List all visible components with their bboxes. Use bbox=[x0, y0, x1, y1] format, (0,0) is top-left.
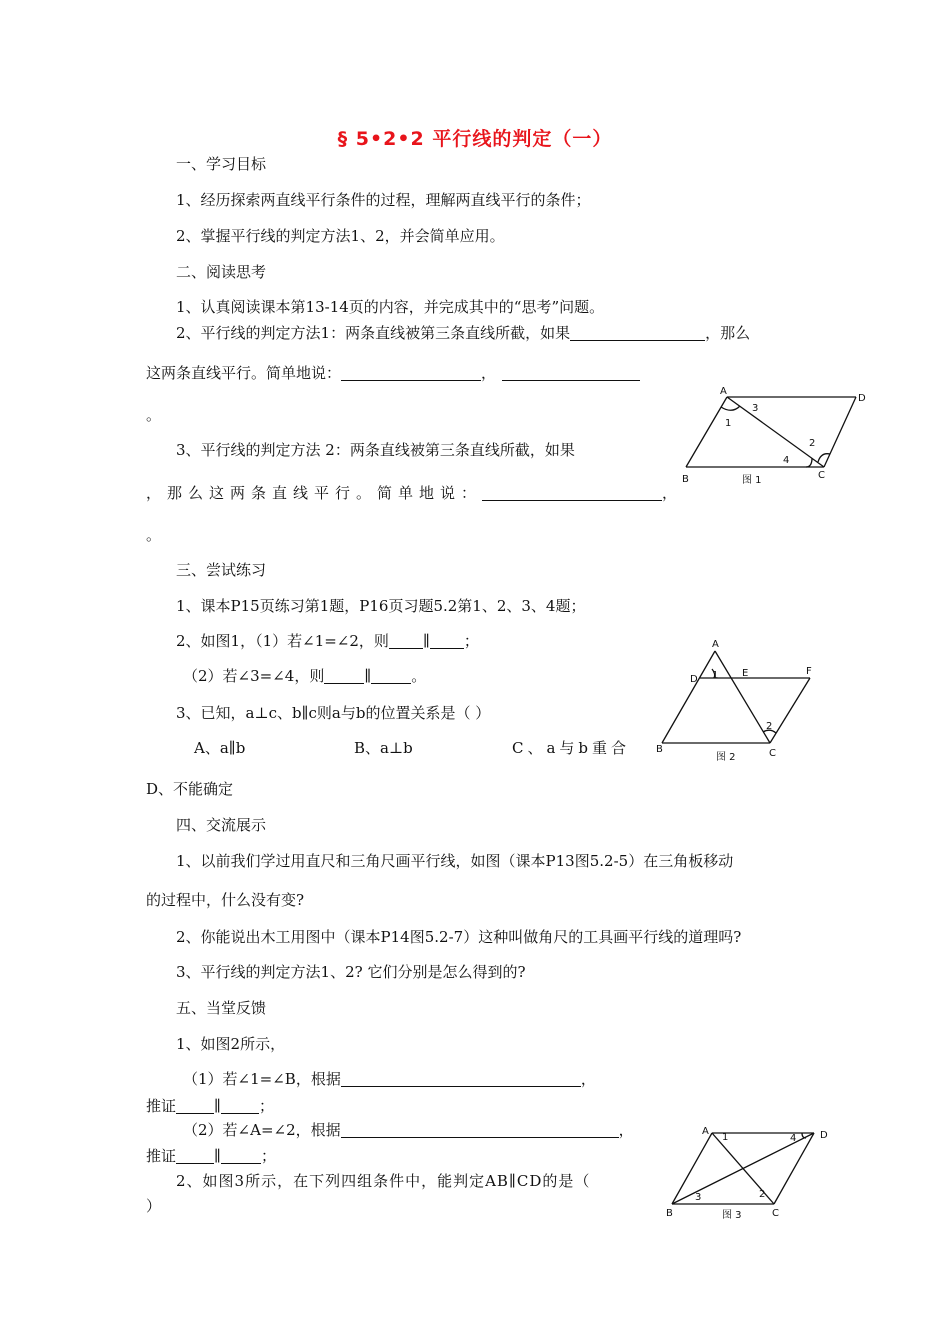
parallel-symbol: ∥ bbox=[422, 632, 430, 650]
reading-line-4: 。 bbox=[146, 406, 162, 424]
fig1-angle-arc-c bbox=[806, 458, 812, 467]
fig2-angle-2: 2 bbox=[766, 721, 773, 732]
feedback-line-7: ） bbox=[146, 1197, 162, 1215]
practice-line-1: 1、课本P15页练习第1题，P16页习题5.2第1、2、3、4题； bbox=[176, 597, 586, 615]
reading-line-2-text: 2、平行线的判定方法1：两条直线被第三条直线所截，如果 bbox=[176, 324, 571, 342]
fig1-caption: 图 1 bbox=[742, 475, 762, 486]
feedback-line-3-end: ； bbox=[258, 1097, 274, 1115]
reading-line-3-sep: ， bbox=[481, 364, 497, 382]
fig1-line-ac bbox=[727, 397, 824, 467]
section-heading-feedback: 五、当堂反馈 bbox=[176, 999, 267, 1017]
parallel-symbol: ∥ bbox=[214, 1147, 221, 1165]
fig1-angle-arc-a bbox=[721, 406, 740, 410]
answer-blank[interactable] bbox=[341, 1122, 619, 1138]
practice-line-3-text: （2）若∠3=∠4，则 bbox=[183, 667, 325, 685]
answer-blank[interactable] bbox=[502, 365, 640, 381]
practice-line-3-end: 。 bbox=[411, 667, 427, 685]
fig2-label-f: F bbox=[806, 666, 812, 677]
figure-3 bbox=[664, 1124, 844, 1224]
fig2-line-cf bbox=[770, 678, 810, 743]
feedback-line-5 bbox=[146, 1146, 276, 1166]
fig2-label-b: B bbox=[656, 744, 663, 755]
answer-blank[interactable] bbox=[371, 668, 411, 684]
option-c: C、a与b重合 bbox=[512, 739, 631, 757]
fig1-label-b: B bbox=[682, 474, 689, 485]
figure-1 bbox=[676, 384, 876, 494]
discussion-line-3: 2、你能说出木工用图中（课本P14图5.2-7）这种叫做角尺的工具画平行线的道理吗? bbox=[176, 928, 742, 946]
fig3-label-c: C bbox=[772, 1208, 779, 1219]
fig1-label-a: A bbox=[720, 386, 727, 397]
answer-blank[interactable] bbox=[176, 1098, 214, 1114]
objective-item-1: 1、经历探索两直线平行条件的过程，理解两直线平行的条件； bbox=[176, 191, 591, 209]
reading-line-2 bbox=[176, 323, 750, 343]
fig2-label-e: E bbox=[742, 668, 749, 679]
fig2-label-c: C bbox=[769, 748, 776, 759]
answer-blank[interactable] bbox=[221, 1148, 261, 1164]
fig3-angle-3: 3 bbox=[695, 1192, 702, 1203]
reading-line-6-sep: ， bbox=[662, 484, 684, 502]
answer-blank[interactable] bbox=[482, 485, 662, 501]
fig1-line-cd bbox=[824, 397, 856, 467]
practice-line-2 bbox=[176, 631, 479, 651]
feedback-line-3-text: 推证 bbox=[146, 1097, 177, 1115]
fig1-angle-1: 1 bbox=[725, 418, 732, 429]
reading-line-3-text: 这两条直线平行。简单地说： bbox=[146, 364, 342, 382]
fig3-angle-1: 1 bbox=[722, 1132, 729, 1143]
figure-2 bbox=[652, 636, 822, 771]
answer-blank[interactable] bbox=[570, 325, 705, 341]
section-heading-discussion: 四、交流展示 bbox=[176, 816, 267, 834]
fig2-caption: 图 2 bbox=[716, 752, 736, 763]
fig3-caption: 图 3 bbox=[722, 1210, 742, 1221]
option-d: D、不能确定 bbox=[146, 780, 234, 798]
fig2-label-a: A bbox=[712, 639, 719, 650]
discussion-line-1: 1、以前我们学过用直尺和三角尺画平行线，如图（课本P13图5.2-5）在三角板移动 bbox=[176, 852, 734, 870]
parallel-symbol: ∥ bbox=[364, 667, 372, 685]
fig3-label-a: A bbox=[702, 1126, 709, 1137]
practice-line-2-text: 2、如图1，（1）若∠1=∠2，则 bbox=[176, 632, 389, 650]
fig1-angle-4: 4 bbox=[783, 455, 790, 466]
parallel-symbol: ∥ bbox=[214, 1097, 221, 1115]
practice-line-2-end: ； bbox=[463, 632, 479, 650]
answer-blank[interactable] bbox=[430, 633, 464, 649]
reading-line-5: 3、平行线的判定方法 2：两条直线被第三条直线所截，如果 bbox=[176, 441, 575, 459]
option-b: B、a⊥b bbox=[354, 739, 413, 757]
feedback-line-2 bbox=[183, 1069, 596, 1089]
page-title: § 5•2•2 平行线的判定（一） bbox=[337, 128, 613, 150]
answer-blank[interactable] bbox=[324, 668, 364, 684]
discussion-line-2: 的过程中，什么没有变? bbox=[146, 891, 305, 909]
answer-blank[interactable] bbox=[341, 365, 481, 381]
option-a: A、a∥b bbox=[194, 739, 246, 757]
fig3-angle-4: 4 bbox=[790, 1133, 797, 1144]
objective-item-2: 2、掌握平行线的判定方法1、2，并会简单应用。 bbox=[176, 227, 505, 245]
section-heading-objectives: 一、学习目标 bbox=[176, 155, 267, 173]
reading-line-3 bbox=[146, 363, 640, 383]
feedback-line-1: 1、如图2所示， bbox=[176, 1035, 286, 1053]
discussion-line-4: 3、平行线的判定方法1、2? 它们分别是怎么得到的? bbox=[176, 963, 526, 981]
fig2-line-ac bbox=[715, 651, 773, 743]
reading-line-6 bbox=[146, 483, 683, 503]
reading-line-7: 。 bbox=[146, 526, 162, 544]
fig2-angle-1: 1 bbox=[712, 670, 719, 681]
fig3-label-b: B bbox=[666, 1208, 673, 1219]
answer-blank[interactable] bbox=[341, 1071, 581, 1087]
feedback-line-3 bbox=[146, 1096, 274, 1116]
answer-blank[interactable] bbox=[221, 1098, 259, 1114]
fig1-angle-3: 3 bbox=[752, 403, 759, 414]
feedback-line-5-end: ； bbox=[260, 1147, 276, 1165]
feedback-line-2-end: ， bbox=[580, 1070, 596, 1088]
fig2-label-d: D bbox=[690, 674, 698, 685]
feedback-line-5-text: 推证 bbox=[146, 1147, 177, 1165]
fig3-label-d: D bbox=[820, 1130, 828, 1141]
fig3-angle-2: 2 bbox=[759, 1189, 766, 1200]
fig2-line-ab bbox=[662, 651, 715, 743]
reading-line-6-text: ，那么这两条直线平行。简单地说： bbox=[146, 484, 483, 502]
reading-line-1: 1、认真阅读课本第13-14页的内容，并完成其中的“思考”问题。 bbox=[176, 298, 605, 316]
fig1-label-c: C bbox=[818, 470, 825, 481]
feedback-line-2-text: （1）若∠1=∠B，根据 bbox=[183, 1070, 341, 1088]
section-heading-reading: 二、阅读思考 bbox=[176, 263, 267, 281]
feedback-line-4 bbox=[183, 1120, 634, 1140]
fig1-angle-2: 2 bbox=[809, 438, 816, 449]
reading-line-2-end: ，那么 bbox=[705, 324, 751, 342]
answer-blank[interactable] bbox=[389, 633, 423, 649]
fig1-label-d: D bbox=[858, 393, 866, 404]
feedback-line-4-text: （2）若∠A=∠2，根据 bbox=[183, 1121, 341, 1139]
answer-blank[interactable] bbox=[176, 1148, 214, 1164]
section-heading-practice: 三、尝试练习 bbox=[176, 561, 267, 579]
feedback-line-4-end: ， bbox=[618, 1121, 634, 1139]
practice-line-3 bbox=[183, 666, 426, 686]
practice-line-4: 3、已知，a⊥c、b∥c则a与b的位置关系是（ ） bbox=[176, 704, 491, 722]
feedback-line-6: 2、如图3所示，在下列四组条件中，能判定AB∥CD的是（ bbox=[176, 1172, 591, 1190]
